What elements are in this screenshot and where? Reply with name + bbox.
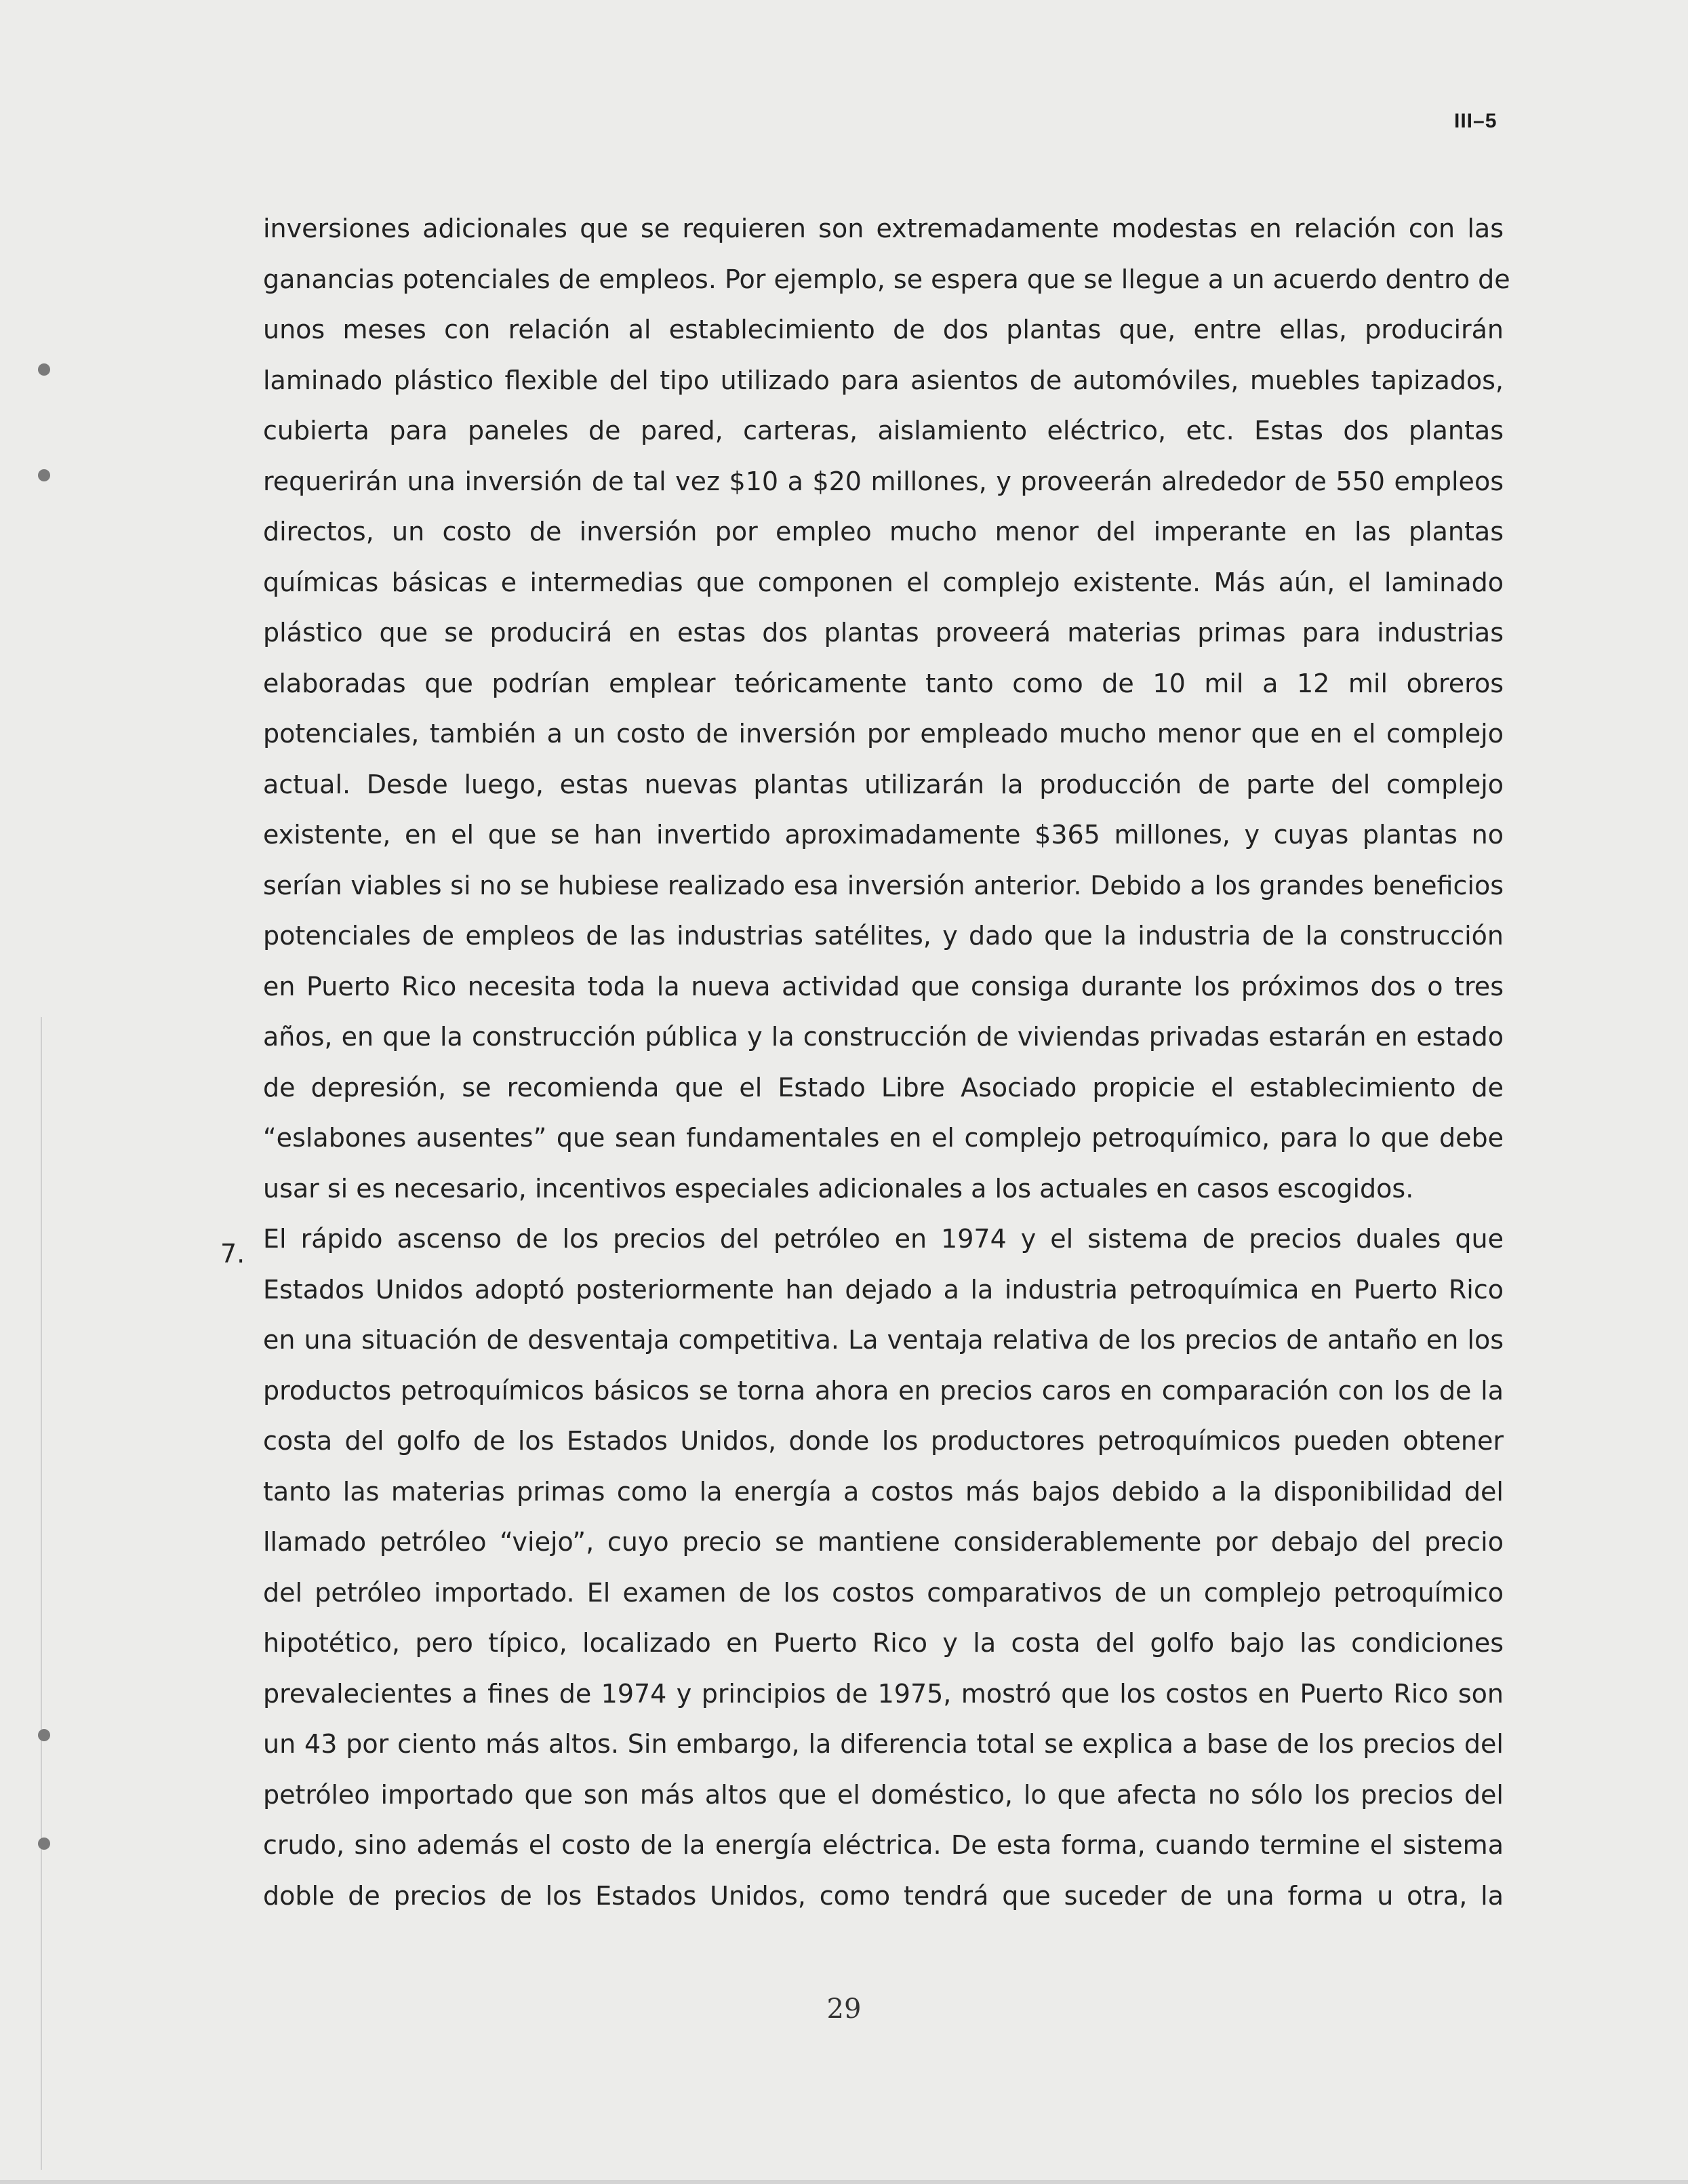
text-line: petróleo importado que son más altos que el doméstico, lo que afecta no sólo los precios del — [263, 1779, 1504, 1810]
text-line: requerirán una inversión de tal vez $10 a $20 millones, y proveerán alrededor de 550 empleos — [263, 466, 1504, 496]
text-line: Estados Unidos adoptó posteriormente han dejado a la industria petroquímica en Puerto Rico — [263, 1274, 1504, 1305]
text-line: cubierta para paneles de pared, carteras, aislamiento eléctrico, etc. Estas dos plantas — [263, 416, 1504, 445]
text-line: prevalecientes a fines de 1974 y principios de 1975, mostró que los costos en Puerto Rico son — [263, 1678, 1504, 1709]
page-number: 29 — [826, 1993, 862, 2025]
punch-hole — [38, 363, 50, 376]
text-line: inversiones adicionales que se requieren son extremadamente modestas en relación con las — [263, 214, 1504, 243]
text-line: costa del golfo de los Estados Unidos, donde los productores petroquímicos pueden obtener — [263, 1426, 1504, 1456]
punch-hole — [38, 1838, 50, 1850]
text-line: plástico que se producirá en estas dos plantas proveerá materias primas para industrias — [263, 618, 1504, 648]
text-line: elaboradas que podrían emplear teóricamente tanto como de 10 mil a 12 mil obreros — [263, 668, 1504, 698]
text-line: potenciales de empleos de las industrias satélites, y dado que la industria de la construcción — [263, 921, 1504, 951]
text-line: existente, en el que se han invertido aproximadamente $365 millones, y cuyas plantas no — [263, 820, 1504, 850]
page-bottom-edge — [0, 2180, 1688, 2184]
text-line: ganancias potenciales de empleos. Por ejemplo, se espera que se llegue a un acuerdo dentro de — [263, 264, 1510, 294]
paragraph-continued — [263, 203, 1510, 1214]
item-7-paragraph — [263, 1214, 1504, 1921]
item-number: 7. — [220, 1239, 245, 1269]
text-line: un 43 por ciento más altos. Sin embargo, la diferencia total se explica a base de los precios del — [263, 1729, 1504, 1759]
text-line: directos, un costo de inversión por empleo mucho menor del imperante en las plantas — [263, 517, 1504, 547]
text-line: El rápido ascenso de los precios del petróleo en 1974 y el sistema de precios duales que — [263, 1224, 1504, 1254]
text-line: hipotético, pero típico, localizado en Puerto Rico y la costa del golfo bajo las condiciones — [263, 1628, 1504, 1658]
text-line: doble de precios de los Estados Unidos, como tendrá que suceder de una forma u otra, la — [263, 1880, 1504, 1911]
text-line: años, en que la construcción pública y la construcción de viviendas privadas estarán en estado — [263, 1022, 1504, 1052]
text-line: unos meses con relación al establecimiento de dos plantas que, entre ellas, producirán — [263, 315, 1504, 344]
text-line: crudo, sino además el costo de la energía eléctrica. De esta forma, cuando termine el sistema — [263, 1830, 1504, 1860]
text-line: llamado petróleo “viejo”, cuyo precio se mantiene considerablemente por debajo del precio — [263, 1527, 1504, 1557]
text-line: serían viables si no se hubiese realizado esa inversión anterior. Debido a los grandes beneficios — [263, 870, 1504, 900]
text-line: usar si es necesario, incentivos especiales adicionales a los actuales en casos escogidos. — [263, 1173, 1414, 1204]
text-line: productos petroquímicos básicos se torna ahora en precios caros en comparación con los de la — [263, 1375, 1504, 1406]
text-line: del petróleo importado. El examen de los costos comparativos de un complejo petroquímico — [263, 1577, 1504, 1608]
body-text — [263, 203, 1510, 1921]
text-line: laminado plástico flexible del tipo utilizado para asientos de automóviles, muebles tapizados, — [263, 365, 1504, 395]
text-line: en una situación de desventaja competitiva. La ventaja relativa de los precios de antaño en los — [263, 1325, 1504, 1355]
text-line: potenciales, también a un costo de inversión por empleado mucho menor que en el complejo — [263, 719, 1504, 749]
text-line: de depresión, se recomienda que el Estado Libre Asociado propicie el establecimiento de — [263, 1072, 1504, 1103]
text-line: químicas básicas e intermedias que componen el complejo existente. Más aún, el laminado — [263, 567, 1504, 597]
text-line: actual. Desde luego, estas nuevas plantas utilizarán la producción de parte del complejo — [263, 769, 1504, 799]
text-line: tanto las materias primas como la energía a costos más bajos debido a la disponibilidad del — [263, 1476, 1504, 1507]
page-code: III–5 — [1454, 110, 1498, 132]
text-line: “eslabones ausentes” que sean fundamentales en el complejo petroquímico, para lo que debe — [263, 1123, 1504, 1153]
text-line: en Puerto Rico necesita toda la nueva actividad que consiga durante los próximos dos o tres — [263, 971, 1504, 1001]
punch-hole — [38, 1729, 50, 1741]
punch-hole — [38, 469, 50, 481]
